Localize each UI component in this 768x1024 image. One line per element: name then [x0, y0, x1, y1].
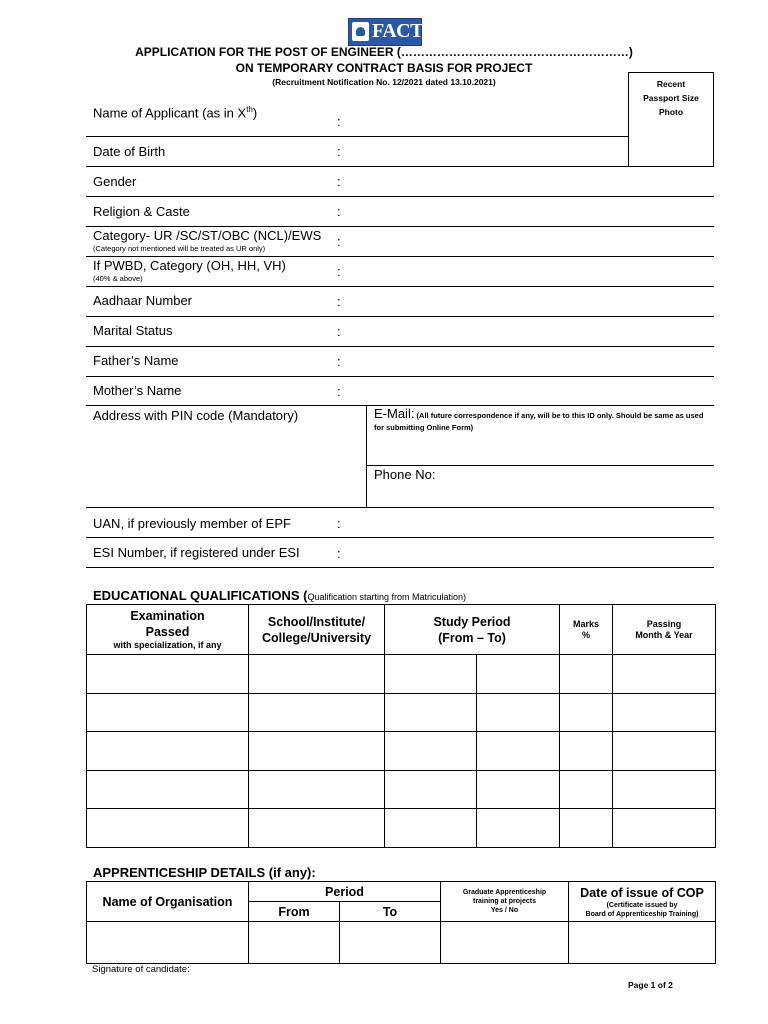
photo-label-2: Passport Size: [643, 93, 699, 103]
dob-line[interactable]: [86, 166, 628, 167]
to-header: To: [340, 902, 441, 922]
table-cell[interactable]: [249, 655, 385, 694]
table-cell[interactable]: [477, 694, 560, 732]
table-cell[interactable]: [249, 732, 385, 771]
marital-line[interactable]: [86, 346, 714, 347]
table-cell[interactable]: [249, 922, 340, 964]
photo-label-3: Photo: [658, 107, 684, 117]
table-row: [87, 922, 716, 964]
education-table: [86, 604, 716, 848]
address-divider: [366, 405, 367, 507]
table-cell[interactable]: [613, 809, 716, 848]
address-bottom-line[interactable]: [86, 507, 714, 508]
marital-colon: :: [337, 324, 341, 339]
table-row: [87, 809, 716, 848]
passing-header: Passing Month & Year: [613, 605, 716, 655]
table-row: [87, 694, 716, 732]
table-cell[interactable]: [385, 694, 477, 732]
table-row: [87, 732, 716, 771]
father-line[interactable]: [86, 376, 714, 377]
table-row: [87, 771, 716, 809]
esi-colon: :: [337, 546, 341, 561]
school-header: School/Institute/ College/University: [249, 605, 385, 655]
cop-header: Date of issue of COP (Certificate issued by Board of Apprenticeship Training): [569, 882, 716, 922]
table-cell[interactable]: [477, 732, 560, 771]
signature-label: Signature of candidate:: [92, 964, 190, 975]
study-period-header: Study Period (From – To): [385, 605, 560, 655]
category-colon: :: [337, 234, 341, 249]
father-label: Father’s Name: [93, 353, 179, 368]
grad-apprentice-header: Graduate Apprenticeship training at projects Yes / No: [441, 882, 569, 922]
marks-header: Marks %: [560, 605, 613, 655]
esi-line[interactable]: [86, 567, 714, 568]
form-title: APPLICATION FOR THE POST OF ENGINEER (…………………………………………………): [135, 45, 633, 59]
table-cell[interactable]: [560, 809, 613, 848]
dob-label: Date of Birth: [93, 144, 166, 159]
religion-line[interactable]: [86, 226, 714, 227]
notification-number: (Recruitment Notification No. 12/2021 dated 13.10.2021): [272, 77, 496, 87]
uan-label: UAN, if previously member of EPF: [93, 516, 291, 531]
table-cell[interactable]: [477, 655, 560, 694]
table-cell[interactable]: [249, 694, 385, 732]
aadhaar-label: Aadhaar Number: [93, 293, 192, 308]
table-cell[interactable]: [249, 809, 385, 848]
email-line: [366, 465, 714, 466]
apprenticeship-table: [86, 881, 716, 964]
table-row: [87, 655, 716, 694]
education-header-row: [87, 605, 716, 655]
pwbd-colon: :: [337, 264, 341, 279]
table-cell[interactable]: [569, 922, 716, 964]
religion-colon: :: [337, 204, 341, 219]
gender-line[interactable]: [86, 196, 714, 197]
pwbd-label: If PWBD, Category (OH, HH, VH): [93, 258, 286, 273]
table-cell[interactable]: [613, 732, 716, 771]
email-note: (All future correspondence if any, will be to this ID only. Should be same as used for submitting Online Form): [374, 411, 704, 432]
table-cell[interactable]: [87, 922, 249, 964]
table-cell[interactable]: [87, 694, 249, 732]
dob-colon: :: [337, 144, 341, 159]
table-cell[interactable]: [385, 732, 477, 771]
father-colon: :: [337, 354, 341, 369]
category-label: Category- UR /SC/ST/OBC (NCL)/EWS: [93, 228, 322, 243]
table-cell[interactable]: [385, 771, 477, 809]
apprenticeship-heading: APPRENTICESHIP DETAILS (if any):: [93, 865, 316, 880]
table-cell[interactable]: [613, 771, 716, 809]
table-cell[interactable]: [477, 809, 560, 848]
table-cell[interactable]: [560, 732, 613, 771]
table-cell[interactable]: [560, 694, 613, 732]
period-header: Period: [249, 882, 441, 902]
table-cell[interactable]: [477, 771, 560, 809]
logo-text: FACT: [372, 20, 423, 42]
category-note: (Category not mentioned will be treated as UR only): [93, 244, 266, 253]
name-colon: :: [337, 114, 341, 129]
pwbd-line[interactable]: [86, 286, 714, 287]
phone-label: Phone No:: [374, 467, 436, 482]
name-label: Name of Applicant (as in Xth): [93, 105, 258, 121]
education-heading: EDUCATIONAL QUALIFICATIONS (Qualification starting from Matriculation): [93, 588, 467, 603]
table-cell[interactable]: [87, 809, 249, 848]
table-cell[interactable]: [87, 655, 249, 694]
address-label: Address with PIN code (Mandatory): [93, 408, 299, 423]
aadhaar-colon: :: [337, 294, 341, 309]
page-number: Page 1 of 2: [628, 980, 673, 990]
table-cell[interactable]: [340, 922, 441, 964]
religion-label: Religion & Caste: [93, 204, 190, 219]
table-cell[interactable]: [87, 771, 249, 809]
name-line[interactable]: [86, 136, 628, 137]
passport-photo-box: [628, 72, 714, 167]
table-cell[interactable]: [613, 694, 716, 732]
photo-label-1: Recent: [656, 79, 686, 89]
pwbd-note: (40% & above): [93, 274, 143, 283]
table-cell[interactable]: [613, 655, 716, 694]
exam-header: Examination Passed with specialization, if any: [87, 605, 249, 655]
apprenticeship-header-row: [87, 882, 716, 902]
table-cell[interactable]: [249, 771, 385, 809]
aadhaar-line[interactable]: [86, 316, 714, 317]
table-cell[interactable]: [87, 732, 249, 771]
mother-colon: :: [337, 384, 341, 399]
from-header: From: [249, 902, 340, 922]
org-header: Name of Organisation: [87, 882, 249, 922]
table-cell[interactable]: [385, 809, 477, 848]
fact-logo: [348, 18, 422, 46]
table-cell[interactable]: [560, 771, 613, 809]
fact-emblem-icon: [352, 22, 369, 41]
form-subtitle: ON TEMPORARY CONTRACT BASIS FOR PROJECT: [235, 61, 533, 75]
mother-label: Mother’s Name: [93, 383, 182, 398]
table-cell[interactable]: [441, 922, 569, 964]
uan-line[interactable]: [86, 537, 714, 538]
esi-label: ESI Number, if registered under ESI: [93, 545, 300, 560]
gender-colon: :: [337, 174, 341, 189]
table-cell[interactable]: [385, 655, 477, 694]
table-cell[interactable]: [560, 655, 613, 694]
category-line[interactable]: [86, 256, 714, 257]
gender-label: Gender: [93, 174, 137, 189]
email-label: E-Mail:: [374, 406, 415, 421]
marital-label: Marital Status: [93, 323, 173, 338]
email-block[interactable]: [374, 408, 710, 434]
uan-colon: :: [337, 516, 341, 531]
